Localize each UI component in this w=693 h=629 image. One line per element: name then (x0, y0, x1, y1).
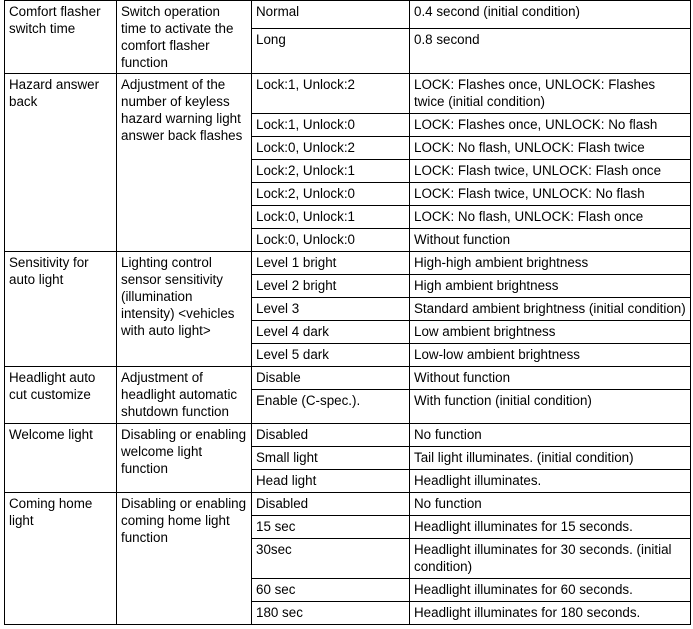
result-cell: No function (410, 424, 691, 447)
setting-cell: Disabled (252, 493, 410, 516)
result-cell: Without function (410, 229, 691, 252)
item-description-cell: Switch operation time to activate the comfort flasher function (117, 1, 252, 74)
item-name-cell: Sensitivity for auto light (5, 252, 117, 367)
setting-cell: 30sec (252, 539, 410, 579)
setting-cell: Lock:2, Unlock:0 (252, 183, 410, 206)
setting-cell: 60 sec (252, 579, 410, 602)
table-row (5, 424, 691, 447)
result-cell: Headlight illuminates for 30 seconds. (initial condition) (410, 539, 691, 579)
result-cell: Headlight illuminates. (410, 470, 691, 493)
item-name-cell: Welcome light (5, 424, 117, 493)
result-cell: 0.8 second (410, 29, 691, 74)
result-cell: LOCK: Flashes once, UNLOCK: No flash (410, 114, 691, 137)
result-cell: 0.4 second (initial condition) (410, 1, 691, 29)
setting-cell: Lock:0, Unlock:0 (252, 229, 410, 252)
result-cell: No function (410, 493, 691, 516)
setting-cell: 180 sec (252, 602, 410, 625)
customization-table (4, 0, 691, 625)
table-row (5, 367, 691, 390)
setting-cell: Level 2 bright (252, 275, 410, 298)
setting-cell: Small light (252, 447, 410, 470)
item-name-cell: Headlight auto cut customize (5, 367, 117, 424)
table-row (5, 1, 691, 29)
result-cell: LOCK: No flash, UNLOCK: Flash twice (410, 137, 691, 160)
setting-cell: 15 sec (252, 516, 410, 539)
setting-cell: Lock:0, Unlock:1 (252, 206, 410, 229)
result-cell: Headlight illuminates for 15 seconds. (410, 516, 691, 539)
result-cell: LOCK: No flash, UNLOCK: Flash once (410, 206, 691, 229)
setting-cell: Lock:2, Unlock:1 (252, 160, 410, 183)
result-cell: Headlight illuminates for 180 seconds. (410, 602, 691, 625)
setting-cell: Head light (252, 470, 410, 493)
setting-cell: Long (252, 29, 410, 74)
result-cell: High ambient brightness (410, 275, 691, 298)
result-cell: Low-low ambient brightness (410, 344, 691, 367)
setting-cell: Disable (252, 367, 410, 390)
item-name-cell: Hazard answer back (5, 74, 117, 252)
result-cell: LOCK: Flash twice, UNLOCK: No flash (410, 183, 691, 206)
result-cell: LOCK: Flashes once, UNLOCK: Flashes twice (initial condition) (410, 74, 691, 114)
setting-cell: Normal (252, 1, 410, 29)
item-name-cell: Coming home light (5, 493, 117, 625)
result-cell: Headlight illuminates for 60 seconds. (410, 579, 691, 602)
setting-cell: Disabled (252, 424, 410, 447)
setting-cell: Level 3 (252, 298, 410, 321)
table-row (5, 74, 691, 114)
setting-cell: Lock:1, Unlock:0 (252, 114, 410, 137)
setting-cell: Lock:1, Unlock:2 (252, 74, 410, 114)
result-cell: LOCK: Flash twice, UNLOCK: Flash once (410, 160, 691, 183)
setting-cell: Level 1 bright (252, 252, 410, 275)
result-cell: Tail light illuminates. (initial condition) (410, 447, 691, 470)
customization-table-body (5, 1, 691, 625)
setting-cell: Level 5 dark (252, 344, 410, 367)
result-cell: Standard ambient brightness (initial condition) (410, 298, 691, 321)
result-cell: Low ambient brightness (410, 321, 691, 344)
item-description-cell: Disabling or enabling welcome light function (117, 424, 252, 493)
setting-cell: Level 4 dark (252, 321, 410, 344)
result-cell: With function (initial condition) (410, 390, 691, 424)
setting-cell: Lock:0, Unlock:2 (252, 137, 410, 160)
item-description-cell: Adjustment of the number of keyless hazard warning light answer back flashes (117, 74, 252, 252)
item-name-cell: Comfort flasher switch time (5, 1, 117, 74)
result-cell: Without function (410, 367, 691, 390)
table-row (5, 493, 691, 516)
item-description-cell: Adjustment of headlight automatic shutdown function (117, 367, 252, 424)
item-description-cell: Disabling or enabling coming home light function (117, 493, 252, 625)
result-cell: High-high ambient brightness (410, 252, 691, 275)
item-description-cell: Lighting control sensor sensitivity (illumination intensity) <vehicles with auto light> (117, 252, 252, 367)
setting-cell: Enable (C-spec.). (252, 390, 410, 424)
table-row (5, 252, 691, 275)
